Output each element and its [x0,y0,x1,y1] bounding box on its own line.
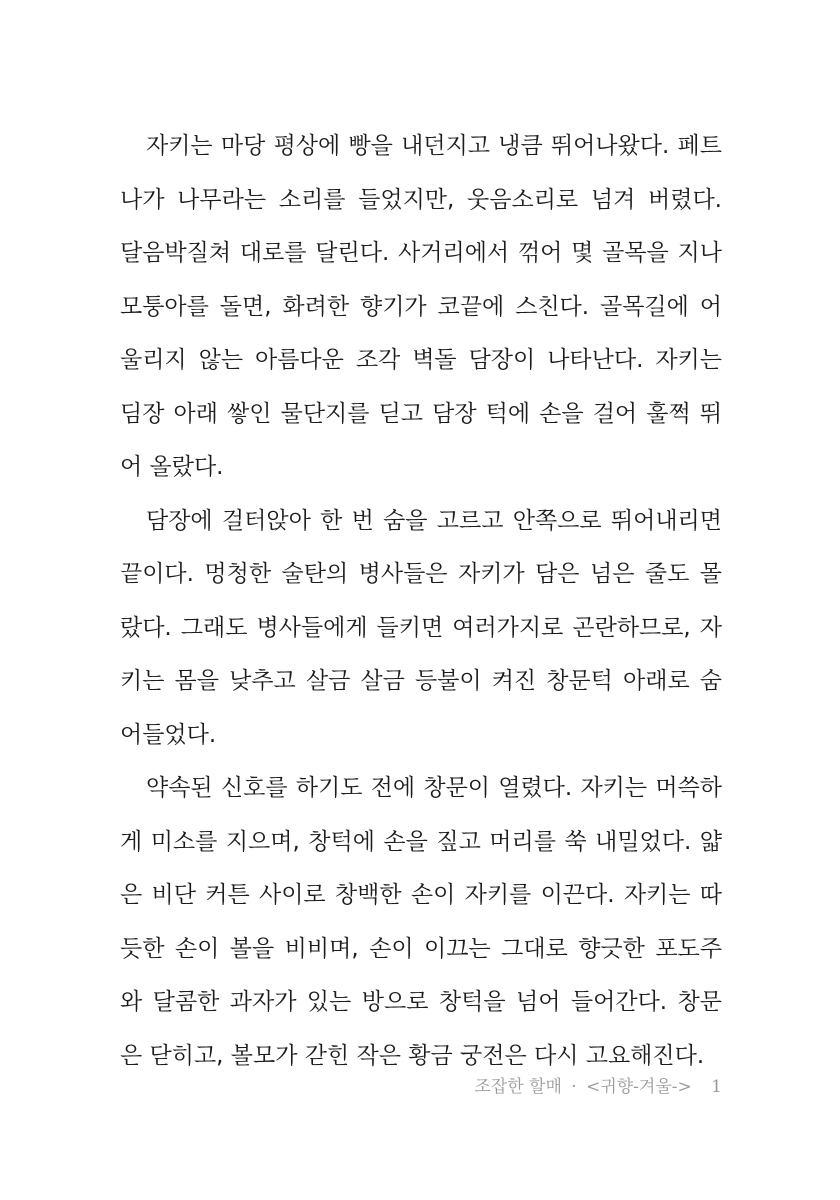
paragraph-3 [120,762,722,1083]
page-footer [474,1072,722,1097]
text-line: 은 닫히고, 볼모가 갇힌 작은 황금 궁전은 다시 고요해진다. [120,1042,705,1069]
text-line: 달음박질쳐 대로를 달린다. 사거리에서 꺾어 몇 골목을 지나 [120,240,722,266]
footer-title: <귀향-겨울-> [586,1077,692,1097]
paragraph-2 [120,495,722,763]
text-line: 게 미소를 지으며, 창턱에 손을 짚고 머리를 쑥 내밀었다. 얇 [120,828,722,855]
text-line: 울리지 않는 아름다운 조각 벽돌 담장이 나타난다. 자키는 [120,347,722,373]
text-line: 듯한 손이 볼을 비비며, 손이 이끄는 그대로 향긋한 포도주 [120,935,722,962]
footer-author: 조잡한 할매 [474,1077,562,1097]
text-line: 딤장 아래 쌓인 물단지를 딛고 담장 턱에 손을 걸어 훌쩍 뛰 [120,400,722,427]
body-text [120,120,722,1083]
text-line: 나가 나무라는 소리를 들었지만, 웃음소리로 넘겨 버렸다. [120,186,722,213]
text-line: 어들었다. [120,721,217,748]
text-line: 키는 몸을 낮추고 살금 살금 등불이 켜진 창문턱 아래로 숨 [120,668,722,694]
text-line: 자키는 마당 평상에 빵을 내던지고 냉큼 뛰어나왔다. 페트 [146,133,722,159]
text-line: 끝이다. 멍청한 술탄의 병사들은 자키가 담은 넘은 줄도 몰 [120,561,722,587]
text-line: 랐다. 그래도 병사들에게 들키면 여러가지로 곤란하므로, 자 [120,614,722,641]
page-number: 1 [711,1077,722,1097]
text-line: 모퉁아를 돌면, 화려한 향기가 코끝에 스친다. 골목길에 어 [120,293,722,320]
text-line: 담장에 걸터앉아 한 번 숨을 고르고 안쪽으로 뛰어내리면 [146,507,722,534]
text-line: 어 올랐다. [120,454,224,480]
footer-separator: · [571,1077,577,1097]
paragraph-1 [120,120,722,495]
text-line: 와 달콤한 과자가 있는 방으로 창턱을 넘어 들어간다. 창문 [120,989,722,1015]
text-line: 은 비단 커튼 사이로 창백한 손이 자키를 이끈다. 자키는 따 [120,882,722,908]
text-line: 약속된 신호를 하기도 전에 창문이 열렸다. 자키는 머쓱하 [146,775,722,801]
